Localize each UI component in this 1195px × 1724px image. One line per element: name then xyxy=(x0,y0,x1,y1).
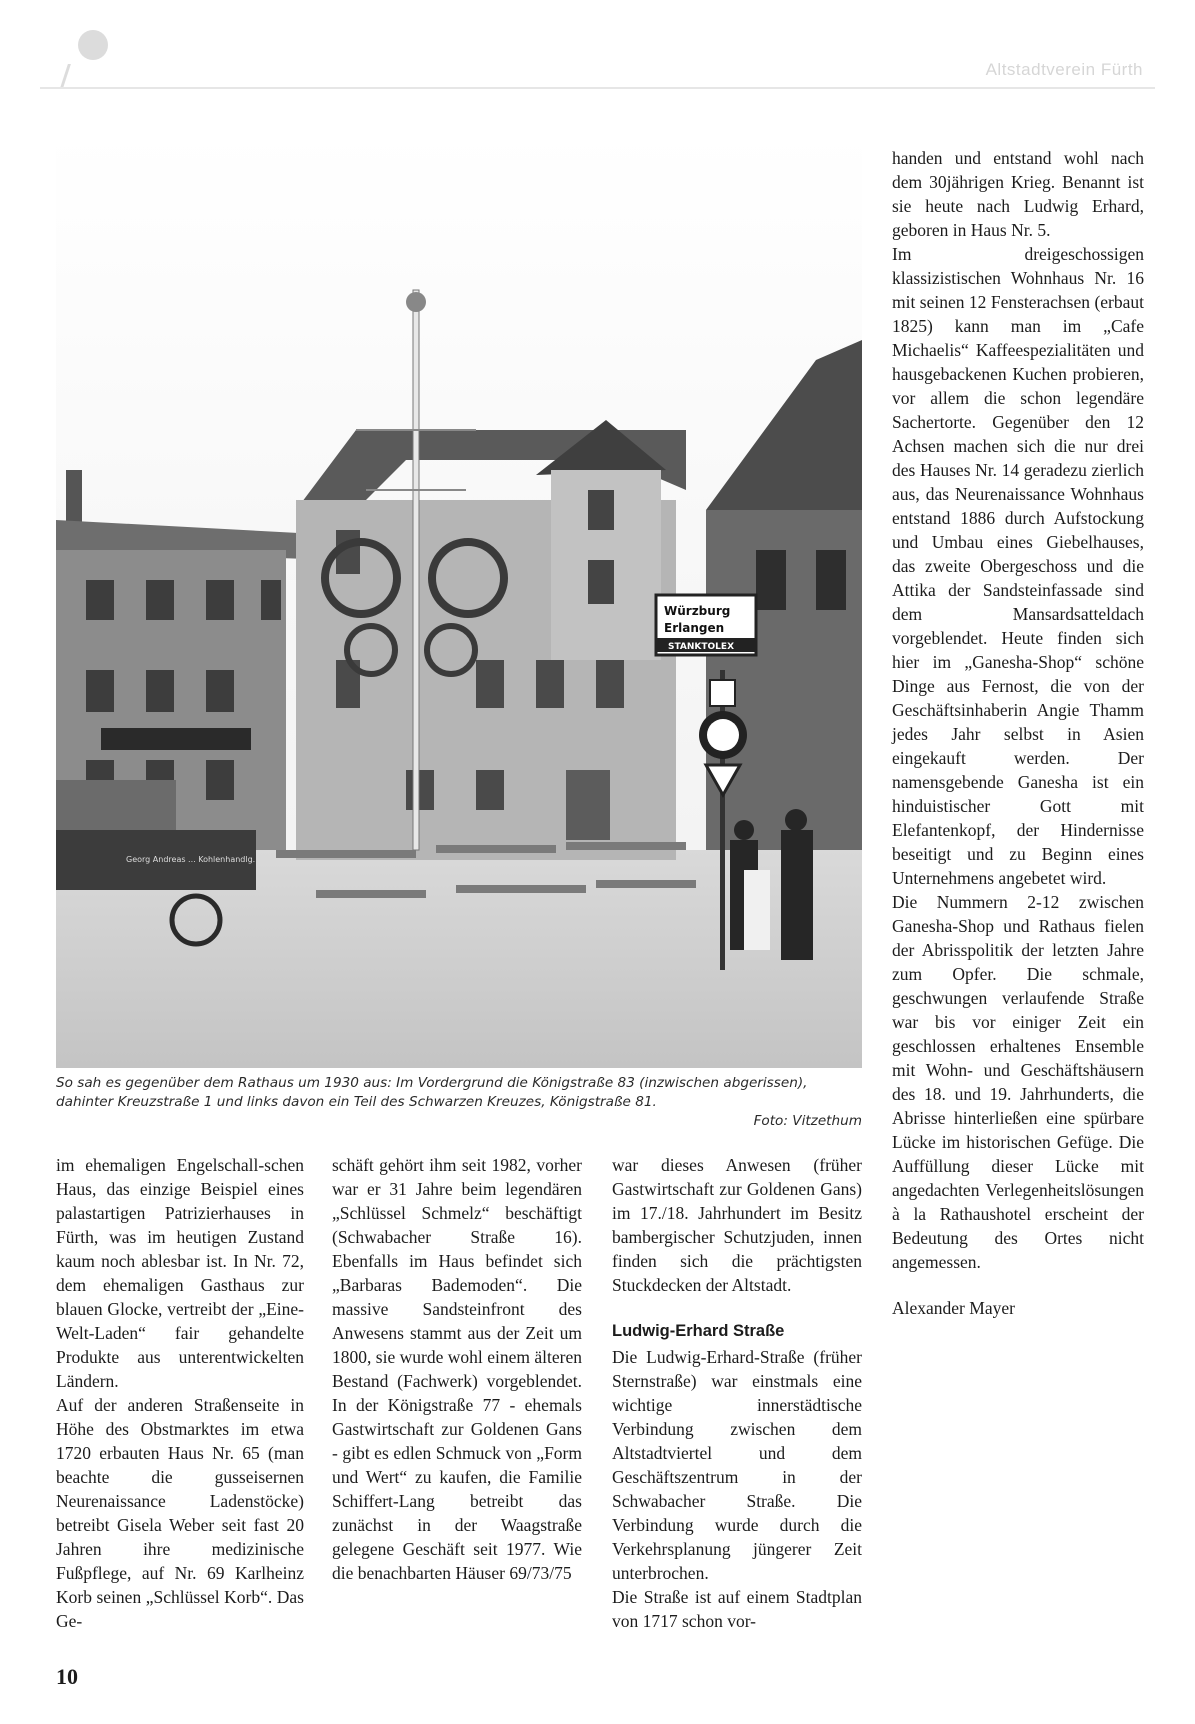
page-number: 10 xyxy=(56,1664,78,1689)
shop-sign xyxy=(101,728,251,750)
col4-paragraph-3: Die Nummern 2-12 zwischen Ganesha-Shop und Rathaus fielen der Abrisspolitik der letzten Jahre zum Opfer. Die schmale, geschwungen verlaufende Straße war bis vor einiger Zeit ein geschlossen erhaltenes Ensemble mit Wohn- und Geschäftshäusern des 18. und 19. Jahrhunderts, die Abrisse hinterließen eine spürbare Lücke im historischen Gefüge. Die Auffüllung dieser Lücke mit angedachten Verlegenheitslösungen à la Rathaushotel erscheint der Bedeutung des Ortes nicht angemessen. xyxy=(892,892,1144,1272)
caption-credit: Foto: Vitzethum xyxy=(753,1113,862,1129)
col3-intro: war dieses Anwesen (früher Gastwirtschaft zur Goldenen Gans) im 17./18. Jahrhundert im Besitz bambergischer Schutzjuden, innen finden sich die prächtigsten Stuckdecken der Altstadt. xyxy=(612,1155,862,1295)
column-1 xyxy=(56,1153,304,1633)
maypole-top xyxy=(406,292,426,312)
col3-paragraph-1: Die Ludwig-Erhard-Straße (früher Sternstraße) war einstmals eine wichtige innerstädtische Verbindung zwischen dem Altstadtviertel und dem Geschäftszentrum in der Schwabacher Straße. Die Verbindung wurde durch die Verkehrsplanung jüngerer Zeit unterbrochen. xyxy=(612,1347,862,1583)
maypole xyxy=(413,290,419,850)
small-sign xyxy=(710,680,735,706)
publisher-logo-dot xyxy=(78,30,108,60)
cart-lettering: Georg Andreas ... Kohlenhandlg. xyxy=(126,855,256,864)
column-4 xyxy=(892,146,1144,1320)
publisher-logo-slash xyxy=(60,64,71,88)
column-3 xyxy=(612,1153,862,1633)
col3-paragraph-2: Die Straße ist auf einem Stadtplan von 1717 schon vor- xyxy=(612,1587,862,1631)
column-2 xyxy=(332,1153,582,1585)
col1-paragraph-1: im ehemaligen Engelschall-schen Haus, das einzige Beispiel eines palastartigen Patrizierhauses in Fürth, was im heutigen Zustand kaum noch ablesbar ist. In Nr. 72, dem ehemaligen Gasthaus zur blauen Glocke, vertreibt der „Eine-Welt-Laden“ fair gehandelte Produkte aus unterentwickelten Ländern. xyxy=(56,1155,304,1391)
header-publisher: Altstadtverein Fürth xyxy=(985,60,1143,79)
road-sign-line2: Erlangen xyxy=(664,621,725,635)
gate xyxy=(566,770,610,840)
historic-photo xyxy=(56,130,862,1068)
col4-paragraph-2: Im dreigeschossigen klassizistischen Wohnhaus Nr. 16 mit seinen 12 Fensterachsen (erbaut 1825) kann man im „Cafe Michaelis“ Kaffeespezialitäten und hausgebackenen Kuchen probieren, vor allem die schon legendäre Sachertorte. Gegenüber den 12 Achsen machen sich die nur drei des Hauses Nr. 14 geradezu zierlich aus, das Neurenaissance Wohnhaus entstand 1886 durch Aufstockung und Umbau eines Giebelhauses, das zweite Obergeschoss und die Attika der Sandsteinfassade sind dem Mansardsatteldach vorgeblendet. Heute finden sich hier im „Ganesha-Shop“ schöne Dinge aus Fernost, die von der Geschäftsinhaberin Angie Thamm jedes Jahr selbst in Asien eingekauft werden. Der namensgebende Ganesha ist ein hinduistischer Gott mit Elefantenkopf, der Hindernisse beseitigt und zu Beginn eines Unternehmens angebetet wird. xyxy=(892,244,1144,888)
photo-caption xyxy=(56,1074,862,1131)
road-sign-line1: Würzburg xyxy=(664,604,731,618)
col4-paragraph-1: handen und entstand wohl nach dem 30jährigen Krieg. Benannt ist sie heute nach Ludwig Erhard, geboren in Haus Nr. 5. xyxy=(892,148,1144,240)
author-name: Alexander Mayer xyxy=(892,1298,1015,1318)
header-rule xyxy=(40,87,1155,89)
col1-paragraph-2: Auf der anderen Straßenseite in Höhe des Obstmarktes im etwa 1720 erbauten Haus Nr. 65 (man beachte die gusseisernen Neurenaissance Ladenstöcke) betreibt Gisela Weber seit fast 20 Jahren ihre medizinische Fußpflege, auf Nr. 69 Karlheinz Korb seinen „Schlüssel Korb“. Das Ge- xyxy=(56,1395,304,1631)
section-heading: Ludwig-Erhard Straße xyxy=(612,1322,785,1340)
caption-text: So sah es gegenüber dem Rathaus um 1930 aus: Im Vordergrund die Königstraße 83 (inzwischen abgerissen), dahinter Kreuzstraße 1 und links davon ein Teil des Schwarzen Kreuzes, Königstraße 81. xyxy=(56,1075,808,1110)
col2-paragraph-1: schäft gehört ihm seit 1982, vorher war er 31 Jahre beim legendären „Schlüssel Schmelz“ beschäftigt (Schwabacher Straße 16). Ebenfalls im Haus befindet sich „Barbaras Bademoden“. Die massive Sandsteinfront des Anwesens stammt aus der Zeit um 1800, sie wurde wohl einem älteren Bestand (Fachwerk) vorgeblendet. In der Königstraße 77 - ehemals Gastwirtschaft zur Goldenen Gans - gibt es edlen Schmuck von „Form und Wert“ zu kaufen, die Familie Schiffert-Lang betreibt das zunächst in der Waagstraße gelegene Geschäft seit 1977. Wie die benachbarten Häuser 69/73/75 xyxy=(332,1155,582,1583)
road-sign-line3: STANKTOLEX xyxy=(668,642,735,652)
